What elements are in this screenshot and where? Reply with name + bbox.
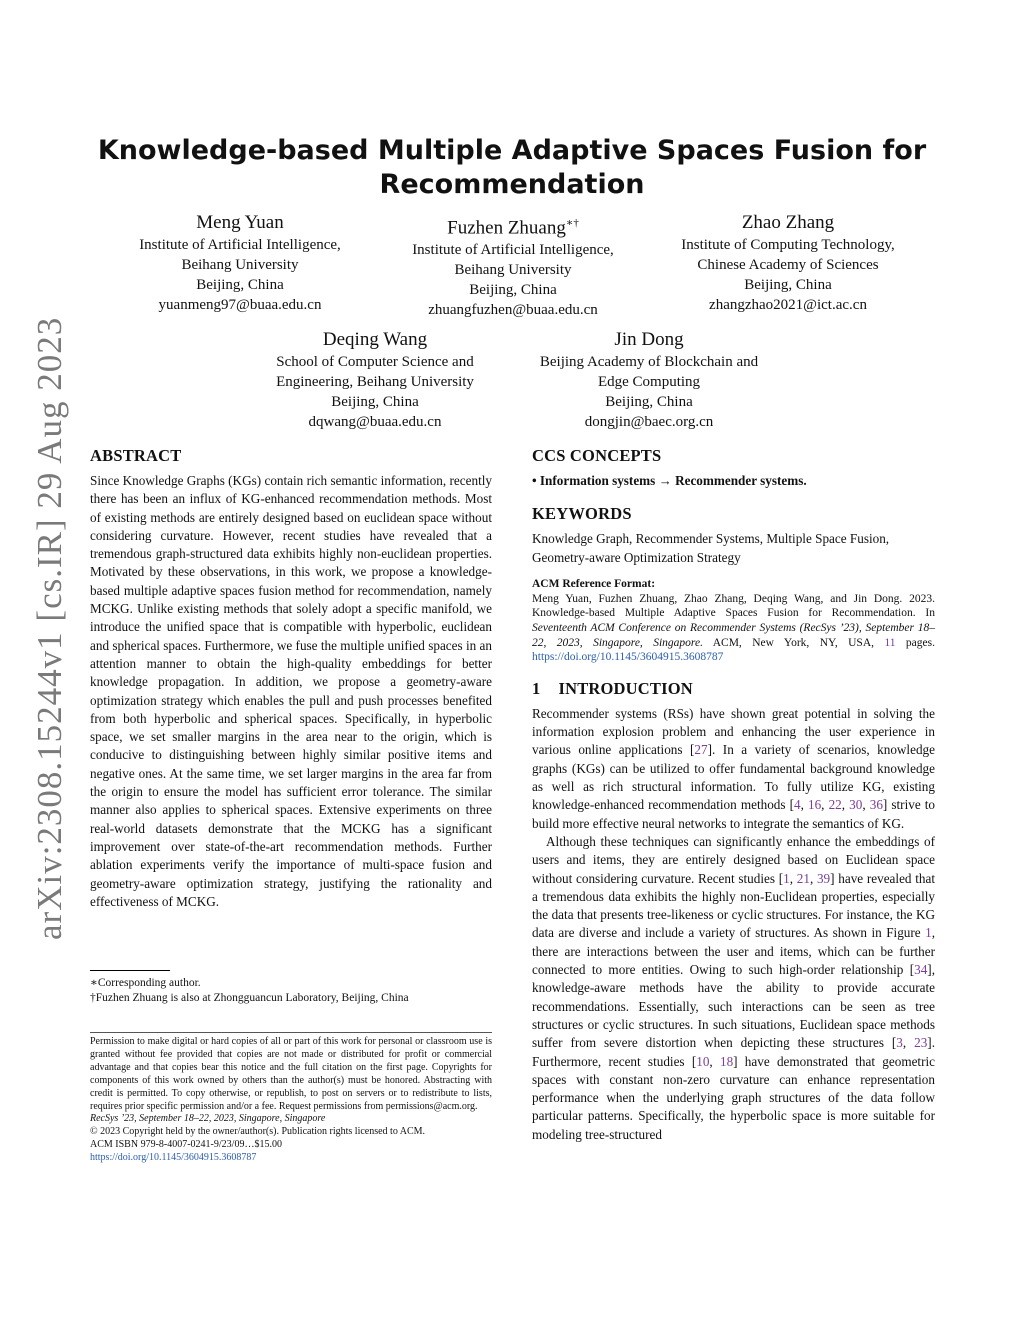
author-location: Beijing, China (744, 277, 832, 293)
author-email: yuanmeng97@buaa.edu.cn (158, 297, 322, 313)
acm-reference-heading: ACM Reference Format: (532, 577, 656, 590)
author-block (382, 211, 644, 320)
author-affiliation: Institute of Artificial Intelligence, (412, 242, 614, 259)
abstract-text: Since Knowledge Graphs (KGs) contain rich semantic information, recently there has been an influx of KG-enhanced recommendation methods. Most of existing methods are entirely designed based on euclidean space without considering curvature. However, recent studies have revealed that a tremendous graph-structured data exhibits highly non-euclidean properties. Motivated by these observations, in this work, we propose a knowledge-based multiple adaptive spaces fusion method for recommendation, namely MCKG. Unlike existing methods that solely adopt a specific manifold, we introduce the unified space that is compatible with hyperbolic, euclidean and spherical spaces. Furthermore, we fuse the multiple unified spaces in an attention manner to obtain the high-quality embeddings for better knowledge propagation. In addition, we propose a geometry-aware optimization strategy which enables the pull and push processes benefited from both hyperbolic and spherical spaces. Specifically, in hyperbolic space, we set smaller margins in the area near to the origin, which is conducive to distinguishing between highly similar positive items and negative ones. At the same time, we set larger margins in the area far from the origin to ensure the model has sufficient error tolerance. The similar manner also applies to spherical spaces. Extensive experiments on three real-world datasets demonstrate that the MCKG has a significant improvement over state-of-the-art recommendation methods. Further ablation experiments verify the importance of multi-space fusion and geometry-aware optimization strategy, justifying the rationality and effectiveness of MCKG. (90, 473, 492, 909)
author-block (654, 211, 922, 315)
acm-reference-text: Meng Yuan, Fuzhen Zhuang, Zhao Zhang, Deqing Wang, and Jin Dong. 2023. Knowledge-based Multiple Adaptive Spaces Fusion for Recommendation. In Seventeenth ACM Conference on Recommender Systems (RecSys ’23), September 18–22, 2023, Singapore, Singapore. ACM, New York, NY, USA, 11 pages. https://doi.org/10.1145/3604915.3608787 (532, 592, 935, 664)
citation-link[interactable]: 21 (796, 870, 810, 886)
author-email: dqwang@buaa.edu.cn (308, 414, 442, 430)
citation-link[interactable]: 23 (914, 1035, 928, 1051)
author-location: Beijing, China (469, 282, 557, 299)
permission-block (90, 1036, 492, 1165)
author-affiliation: Chinese Academy of Sciences (697, 257, 879, 273)
citation-link[interactable]: 39 (816, 870, 831, 886)
footnote-affiliation: †Fuzhen Zhuang is also at Zhongguancun Laboratory, Beijing, China (90, 991, 409, 1004)
citation-link[interactable]: 34 (914, 962, 928, 978)
author-block (518, 328, 780, 432)
footnote-corresponding: ∗Corresponding author. (90, 977, 201, 989)
author-email: zhuangfuzhen@buaa.edu.cn (428, 302, 598, 319)
author-affiliation: Institute of Computing Technology, (681, 237, 895, 253)
citation-link[interactable]: 10 (696, 1053, 710, 1069)
author-location: Beijing, China (605, 394, 693, 410)
permission-text: Permission to make digital or hard copies of all or part of this work for personal or classroom use is granted without fee provided that copies are not made or distributed for profit or commercial advantage and that copies bear this notice and the full citation on the first page. Copyrights for components of this work owned by others than the author(s) must be honored. Abstracting with credit is permitted. To copy otherwise, or republish, to post on servers or to redistribute to lists, requires prior specific permission and/or a fee. Request permissions from permissions@acm.org. (90, 1036, 492, 1112)
author-footnote-marks: ∗† (565, 217, 579, 229)
intro-paragraph-2: Although these techniques can significantly enhance the embeddings of users and items, they are entirely designed based on Euclidean space without considering curvature. Recent studies [1, 21, 39] have revealed that a tremendous data exhibits the highly non-Euclidean properties, especially the data that presents tree-likeness or cyclic structures. For instance, the KG data are diverse and include a variety of structures. As shown in Figure 1, there are interactions between the user and items, which can be further connected to more entities. Owing to such high-order relationship [34], knowledge-aware methods have the ability to provide accurate recommendations. Essentially, such interactions can be seen as tree structures or cyclic structures. In such situations, Euclidean space methods suffer from severe distortion when depicting these structures [3, 23]. Furthermore, recent studies [10, 18] have demonstrated that geometric spaces with constant non-zero curvature can enhance representation performance when the underlying graph structures of the data follow particular patterns. Specifically, the hyperbolic space is more suitable for modeling tree-structured (532, 833, 936, 1142)
isbn-line: ACM ISBN 979-8-4007-0241-9/23/09…$15.00 (90, 1139, 282, 1151)
author-affiliation: Beihang University (454, 262, 572, 279)
ccs-heading: CCS CONCEPTS (532, 446, 662, 465)
acm-reference-doi-link[interactable]: https://doi.org/10.1145/3604915.3608787 (532, 651, 724, 664)
citation-link[interactable]: 16 (807, 797, 822, 813)
author-affiliation: Engineering, Beihang University (276, 374, 474, 390)
right-column (532, 446, 935, 1144)
doi-link[interactable]: https://doi.org/10.1145/3604915.3608787 (90, 1152, 257, 1164)
citation-link[interactable]: 4 (794, 797, 801, 813)
keywords-heading: KEYWORDS (532, 504, 632, 524)
citation-link[interactable]: 3 (896, 1035, 903, 1051)
author-location: Beijing, China (331, 394, 419, 410)
citation-link[interactable]: 30 (849, 797, 863, 813)
citation-link[interactable]: 27 (694, 742, 708, 758)
author-name: Deqing Wang (322, 329, 428, 350)
author-affiliation: Institute of Artificial Intelligence, (139, 237, 341, 253)
intro-paragraph-1: Recommender systems (RSs) have shown great potential in solving the information explosion problem and enhancing the user experience in various online applications [27]. In a variety of scenarios, knowledge graphs (KGs) can be utilized to offer fundamental background knowledge as well as rich structural information. To fully utilize KG, existing knowledge-enhanced recommendation methods [4, 16, 22, 30, 36] strive to build more effective neural networks to integrate the semantics of KG. (532, 705, 936, 831)
citation-link[interactable]: 18 (719, 1053, 734, 1069)
author-name: Meng Yuan (196, 212, 284, 233)
keywords-text: Knowledge Graph, Recommender Systems, Multiple Space Fusion, Geometry-aware Optimization Strategy (532, 531, 890, 565)
author-affiliation: Beijing Academy of Blockchain and (539, 354, 759, 370)
abstract-section (90, 446, 492, 911)
copyright-line: © 2023 Copyright held by the owner/author(s). Publication rights licensed to ACM. (90, 1126, 426, 1138)
author-affiliation: Edge Computing (597, 374, 701, 390)
author-location: Beijing, China (196, 277, 284, 293)
citation-link[interactable]: 1 (783, 870, 790, 886)
ccs-concept: • Information systems → Recommender systems. (532, 473, 807, 488)
citation-link[interactable]: 22 (828, 797, 842, 813)
author-email: zhangzhao2021@ict.ac.cn (709, 297, 867, 313)
author-name: Fuzhen Zhuang (447, 217, 566, 239)
citation-link[interactable]: 36 (869, 797, 883, 813)
author-block (245, 328, 505, 432)
author-affiliation: School of Computer Science and (276, 354, 474, 370)
paper-title: Knowledge-based Multiple Adaptive Spaces Fusion for Recommendation (97, 135, 927, 200)
author-name: Zhao Zhang (741, 212, 835, 233)
arxiv-identifier: arXiv:2308.15244v1 [cs.IR] 29 Aug 2023 (30, 316, 69, 940)
author-name: Jin Dong (614, 329, 684, 350)
footnotes (90, 976, 492, 1005)
permission-rule (90, 1032, 492, 1033)
introduction-heading: 1 INTRODUCTION (532, 678, 693, 698)
venue-line: RecSys ’23, September 18–22, 2023, Singapore, Singapore (90, 1113, 326, 1125)
author-block (110, 211, 370, 315)
figure-link[interactable]: 1 (925, 925, 932, 941)
abstract-heading: ABSTRACT (90, 446, 182, 465)
author-email: dongjin@baec.org.cn (584, 414, 714, 430)
footnote-rule (90, 970, 170, 971)
author-affiliation: Beihang University (181, 257, 299, 273)
